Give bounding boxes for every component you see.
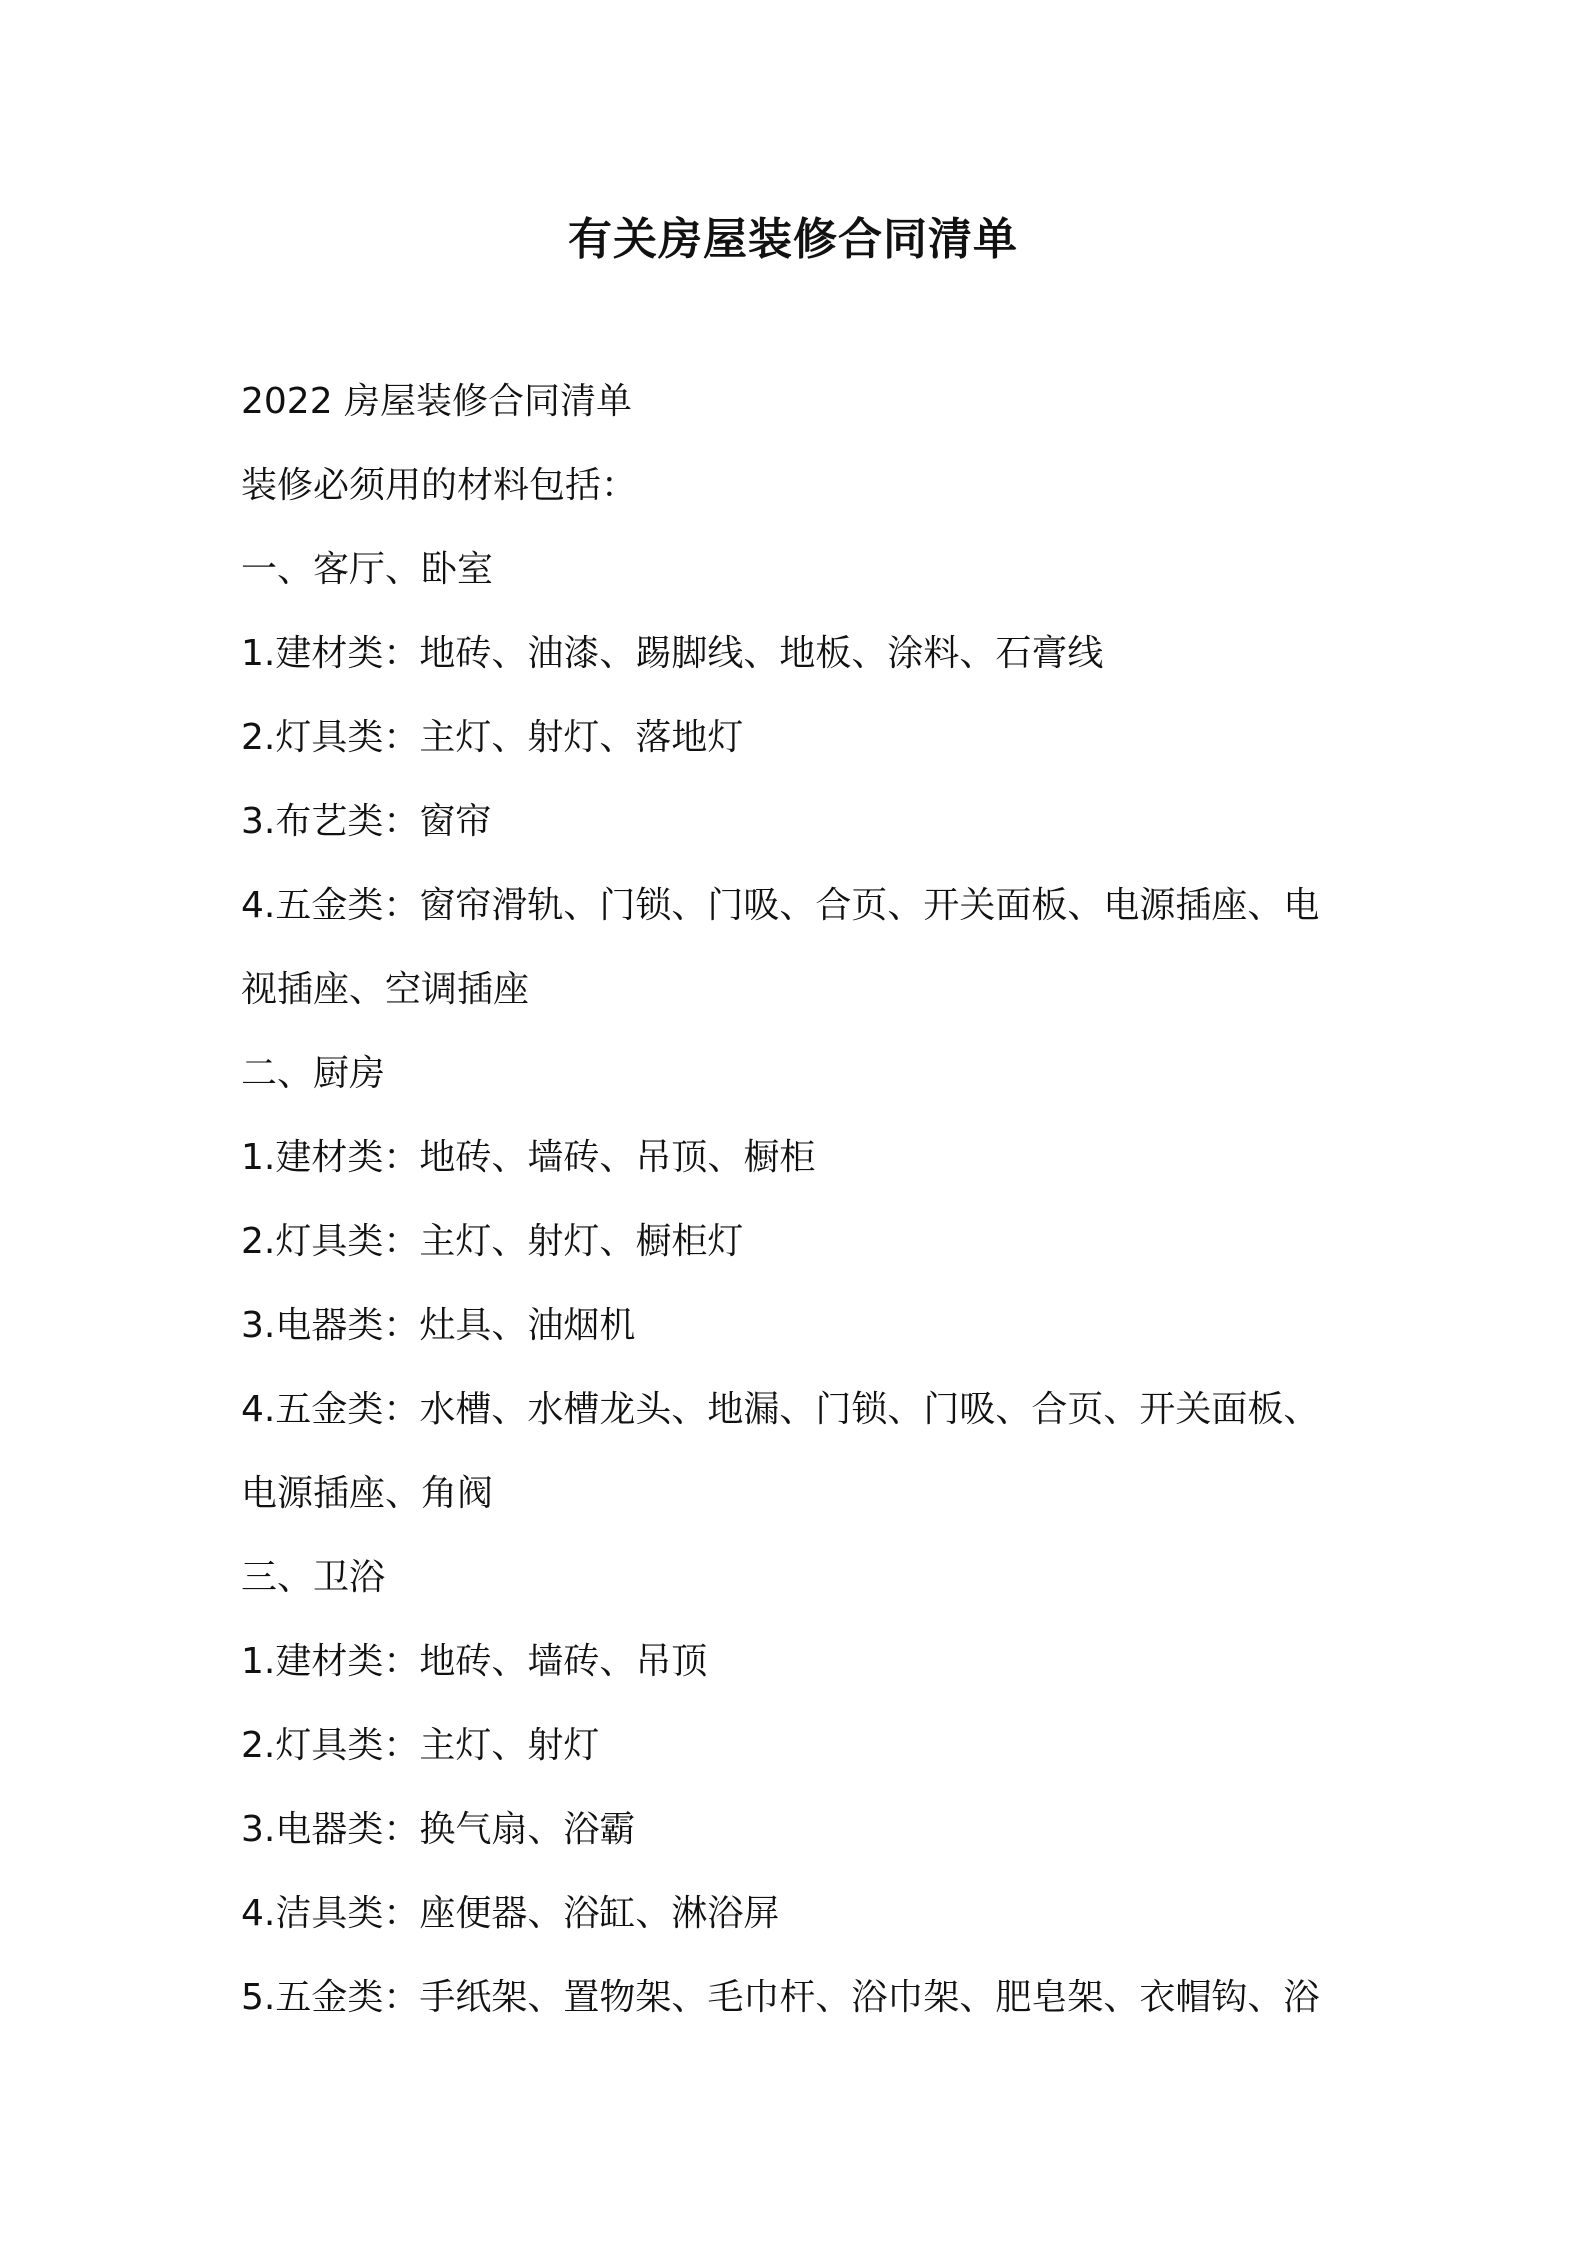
text-line: 4.五金类：窗帘滑轨、门锁、门吸、合页、开关面板、电源插座、电 xyxy=(241,885,1320,926)
text-line: 1.建材类：地砖、墙砖、吊顶、橱柜 xyxy=(241,1137,816,1178)
text-line: 视插座、空调插座 xyxy=(241,969,530,1010)
text-line: 2.灯具类：主灯、射灯、橱柜灯 xyxy=(241,1221,744,1262)
text-line: 4.洁具类：座便器、浴缸、淋浴屏 xyxy=(241,1893,780,1934)
document-body xyxy=(241,360,1361,2040)
section-heading: 二、厨房 xyxy=(241,1053,386,1094)
text-line: 电源插座、角阀 xyxy=(241,1473,494,1514)
text-line: 1.建材类：地砖、墙砖、吊顶 xyxy=(241,1641,708,1682)
text-line: 5.五金类：手纸架、置物架、毛巾杆、浴巾架、肥皂架、衣帽钩、浴 xyxy=(241,1977,1320,2018)
document-title: 有关房屋装修合同清单 xyxy=(568,214,1018,265)
section-heading: 三、卫浴 xyxy=(241,1557,386,1598)
text-line: 3.电器类：灶具、油烟机 xyxy=(241,1305,636,1346)
text-line: 4.五金类：水槽、水槽龙头、地漏、门锁、门吸、合页、开关面板、 xyxy=(241,1389,1320,1430)
text-line: 3.布艺类：窗帘 xyxy=(241,801,492,842)
text-line: 3.电器类：换气扇、浴霸 xyxy=(241,1809,636,1850)
section-heading: 一、客厅、卧室 xyxy=(241,549,494,590)
text-line: 1.建材类：地砖、油漆、踢脚线、地板、涂料、石膏线 xyxy=(241,633,1104,674)
text-line: 2022 房屋装修合同清单 xyxy=(241,381,633,422)
text-line: 装修必须用的材料包括： xyxy=(241,465,638,506)
text-line: 2.灯具类：主灯、射灯 xyxy=(241,1725,600,1766)
text-line: 2.灯具类：主灯、射灯、落地灯 xyxy=(241,717,744,758)
